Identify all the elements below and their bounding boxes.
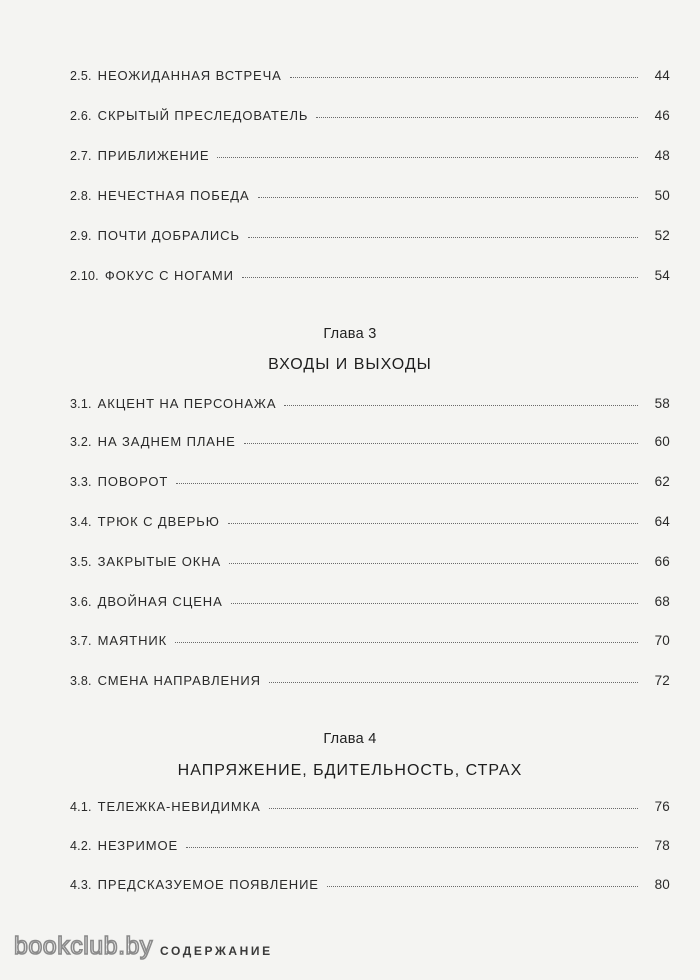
- entry-page-number: 68: [654, 594, 670, 609]
- dot-leader: [248, 236, 638, 238]
- entry-page-number: 50: [654, 188, 670, 203]
- entry-page-number: 52: [654, 228, 670, 243]
- dot-leader: [284, 404, 638, 406]
- entry-number: 2.9.: [70, 229, 92, 243]
- entry-title: НЕЧЕСТНАЯ ПОБЕДА: [97, 188, 250, 203]
- entry-page-number: 62: [654, 474, 670, 489]
- entry-page-number: 58: [654, 396, 670, 411]
- dot-leader: [231, 602, 638, 604]
- entry-title: СКРЫТЫЙ ПРЕСЛЕДОВАТЕЛЬ: [97, 108, 309, 123]
- entry-title: МАЯТНИК: [97, 633, 168, 648]
- entry-title: ТЕЛЕЖКА-НЕВИДИМКА: [97, 799, 261, 814]
- entry-number: 2.5.: [70, 69, 92, 83]
- toc-entry: [70, 594, 670, 614]
- dot-leader: [244, 442, 638, 444]
- entry-page-number: 80: [654, 877, 670, 892]
- toc-entry: [70, 838, 670, 858]
- toc-entry: [70, 799, 670, 819]
- toc-entry: [70, 554, 670, 574]
- entry-number: 4.1.: [70, 800, 92, 814]
- entry-number: 3.1.: [70, 397, 92, 411]
- chapter-label: Глава 4: [323, 731, 377, 747]
- watermark-logo: bookclub.by: [14, 932, 153, 960]
- entry-number: 2.8.: [70, 189, 92, 203]
- entry-page-number: 76: [654, 799, 670, 814]
- dot-leader: [217, 156, 638, 158]
- entry-page-number: 70: [654, 633, 670, 648]
- toc-entry: [70, 188, 670, 208]
- entry-title: ПРИБЛИЖЕНИЕ: [97, 148, 210, 163]
- entry-title: ТРЮК С ДВЕРЬЮ: [97, 514, 220, 529]
- dot-leader: [316, 116, 638, 118]
- entry-title: ПРЕДСКАЗУЕМОЕ ПОЯВЛЕНИЕ: [97, 877, 319, 892]
- entry-number: 4.2.: [70, 839, 92, 853]
- entry-number: 3.2.: [70, 435, 92, 449]
- toc-entry: [70, 474, 670, 494]
- entry-page-number: 72: [654, 673, 670, 688]
- dot-leader: [176, 482, 638, 484]
- toc-entry: [70, 268, 670, 288]
- toc-entry: [70, 228, 670, 248]
- dot-leader: [327, 885, 638, 887]
- entry-title: ПОВОРОТ: [97, 474, 169, 489]
- entry-title: НА ЗАДНЕМ ПЛАНЕ: [97, 434, 236, 449]
- entry-page-number: 46: [654, 108, 670, 123]
- entry-page-number: 44: [654, 68, 670, 83]
- toc-entry: [70, 434, 670, 454]
- entry-number: 3.4.: [70, 515, 92, 529]
- dot-leader: [290, 76, 638, 78]
- dot-leader: [186, 846, 638, 848]
- dot-leader: [175, 641, 638, 643]
- dot-leader: [228, 522, 638, 524]
- entry-number: 3.5.: [70, 555, 92, 569]
- entry-title: ФОКУС С НОГАМИ: [104, 268, 234, 283]
- toc-entry: [70, 673, 670, 693]
- entry-title: СМЕНА НАПРАВЛЕНИЯ: [97, 673, 261, 688]
- entry-page-number: 64: [654, 514, 670, 529]
- chapter-title: НАПРЯЖЕНИЕ, БДИТЕЛЬНОСТЬ, СТРАХ: [177, 762, 523, 779]
- toc-entry: [70, 68, 670, 88]
- dot-leader: [258, 196, 638, 198]
- toc-entry: [70, 148, 670, 168]
- entry-page-number: 60: [654, 434, 670, 449]
- toc-entry: [70, 108, 670, 128]
- toc-entry: [70, 514, 670, 534]
- entry-title: ЗАКРЫТЫЕ ОКНА: [97, 554, 222, 569]
- entry-page-number: 66: [654, 554, 670, 569]
- entry-title: НЕОЖИДАННАЯ ВСТРЕЧА: [97, 68, 282, 83]
- toc-entry: [70, 396, 670, 416]
- dot-leader: [229, 562, 638, 564]
- toc-entry: [70, 877, 670, 897]
- chapter-title: ВХОДЫ И ВЫХОДЫ: [268, 356, 432, 373]
- entry-number: 3.6.: [70, 595, 92, 609]
- entry-title: ПОЧТИ ДОБРАЛИСЬ: [97, 228, 240, 243]
- entry-number: 2.7.: [70, 149, 92, 163]
- entry-number: 3.3.: [70, 475, 92, 489]
- entry-number: 3.8.: [70, 674, 92, 688]
- entry-title: НЕЗРИМОЕ: [97, 838, 179, 853]
- entry-page-number: 54: [654, 268, 670, 283]
- entry-number: 2.6.: [70, 109, 92, 123]
- entry-page-number: 78: [654, 838, 670, 853]
- entry-number: 3.7.: [70, 634, 92, 648]
- entry-number: 2.10.: [70, 269, 99, 283]
- toc-entry: [70, 633, 670, 653]
- entry-page-number: 48: [654, 148, 670, 163]
- dot-leader: [242, 276, 638, 278]
- entry-title: ДВОЙНАЯ СЦЕНА: [97, 594, 223, 609]
- entry-title: АКЦЕНТ НА ПЕРСОНАЖА: [97, 396, 277, 411]
- entry-number: 4.3.: [70, 878, 92, 892]
- dot-leader: [269, 681, 638, 683]
- chapter-label: Глава 3: [323, 326, 377, 342]
- dot-leader: [269, 807, 638, 809]
- running-footer-section-title: СОДЕРЖАНИЕ: [160, 944, 273, 958]
